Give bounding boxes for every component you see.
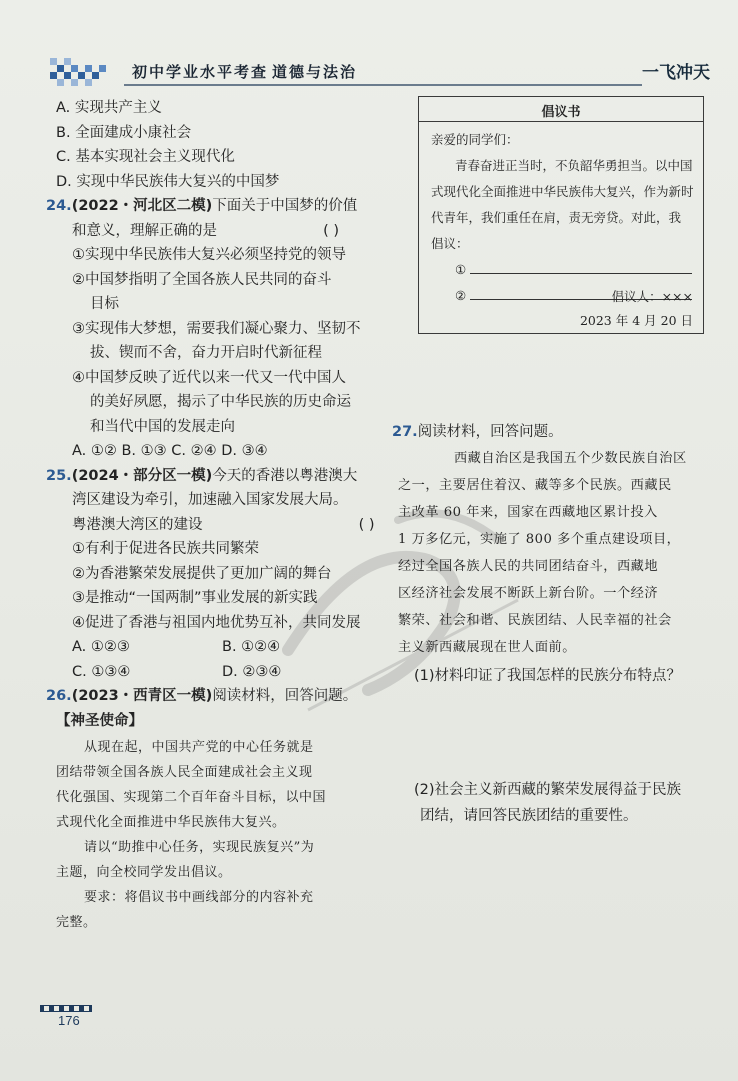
q27-subquestion-2-cont: 团结，请回答民族团结的重要性。 [420, 807, 638, 824]
q27 [392, 420, 722, 829]
q26-prose-line: 式现代化全面推进中华民族伟大复兴。 [56, 815, 286, 830]
q25-stem-3 [46, 513, 386, 538]
q25-item: ②为香港繁荣发展提供了更加广阔的舞台 [72, 565, 332, 582]
blank-marker-1: ① [455, 262, 467, 277]
q26-prose-line: 要求：将倡议书中画线部分的内容补充 [84, 890, 314, 905]
proposal-title-rule [419, 121, 703, 122]
q27-prose-line: 主义新西藏展现在世人面前。 [398, 639, 576, 655]
q26-prose-line: 代化强国、实现第二个百年奋斗目标，以中国 [56, 790, 327, 805]
q24-stem-line2: 和意义，理解正确的是 [72, 222, 217, 239]
page-number: 176 [58, 1013, 80, 1028]
q26-prose-line: 从现在起，中国共产党的中心任务就是 [84, 740, 314, 755]
q23-option-a: A. 实现共产主义 [56, 100, 162, 116]
q25-stem-line1: 今天的香港以粤港澳大 [212, 467, 358, 484]
q24-item: ④中国梦反映了近代以来一代又一代中国人 [72, 369, 346, 386]
proposal-box [418, 96, 704, 334]
q25-item: ④促进了香港与祖国内地优势互补，共同发展 [72, 614, 361, 631]
q24-item: ①实现中华民族伟大复兴必须坚持党的领导 [72, 247, 346, 263]
q25-item: ③是推动“一国两制”事业发展的新实践 [72, 590, 318, 606]
proposal-date: 2023 年 4 月 20 日 [579, 313, 693, 328]
q23-option-b: B. 全面建成小康社会 [56, 124, 192, 141]
q27-prose-line: 主改革 60 年来，国家在西藏地区累计投入 [398, 504, 658, 520]
q25-source: (2024・部分区一模) [71, 467, 213, 484]
answer-blank-1[interactable] [470, 259, 692, 274]
q27-number: 27. [392, 424, 418, 440]
subject-title: 道德与法治 [272, 63, 358, 81]
q27-prose [392, 445, 722, 661]
q25-options-row1 [46, 635, 386, 660]
proposal-line: 倡议： [431, 236, 469, 251]
q24-item: ③实现伟大梦想，需要我们凝心聚力、坚韧不 [72, 320, 361, 337]
q25-item: ①有利于促进各民族共同繁荣 [72, 541, 259, 557]
proposal-greeting: 亲爱的同学们： [431, 132, 519, 147]
q26-stem [46, 684, 386, 709]
q25-option-b: B. ①②④ [222, 639, 281, 655]
proposal-line: 青春奋进正当时，不负韶华勇担当。以中国 [455, 158, 693, 173]
q26-number: 26. [46, 688, 72, 704]
left-column [46, 96, 386, 935]
q27-prose-line: 西藏自治区是我国五个少数民族自治区 [454, 450, 687, 466]
q23-option-c: C. 基本实现社会主义现代化 [56, 149, 235, 165]
q26-stem-text: 阅读材料，回答问题。 [212, 688, 358, 704]
q27-prose-line: 1 万多亿元，实施了 800 多个重点建设项目， [398, 531, 681, 547]
q26-prose-line: 完整。 [56, 915, 97, 930]
header-rule [124, 84, 642, 86]
proposal-blank-row-1 [431, 257, 697, 283]
q26-prose [46, 733, 386, 935]
q25-options-row2 [46, 660, 386, 685]
q24-number: 24. [46, 198, 72, 214]
brand-logo: 一飞冲天 [642, 63, 710, 83]
q24-source: (2022・河北区二模) [71, 198, 213, 214]
answer-paren[interactable]: ( ) [323, 222, 339, 239]
q27-prose-line: 之一，主要居住着汉、藏等多个民族。西藏民 [398, 477, 672, 493]
q25-stem-line3: 粤港澳大湾区的建设 [72, 516, 203, 533]
q25-option-c: C. ①③④ [72, 663, 131, 680]
q26-section [46, 709, 386, 734]
proposal-line: 代青年，我们重任在肩，责无旁贷。对此，我 [431, 210, 682, 225]
proposal-signature: 倡议人：××× [611, 289, 693, 304]
q25-stem [46, 464, 386, 489]
answer-paren[interactable]: ( ) [358, 516, 375, 533]
q24-stem [46, 194, 386, 219]
q25-option-a: A. ①②③ [72, 639, 130, 655]
q24-stem-2 [46, 219, 386, 244]
proposal-body [431, 127, 697, 309]
blank-marker-2: ② [455, 288, 467, 303]
q23-option-d: D. 实现中华民族伟大复兴的中国梦 [56, 173, 280, 190]
page-number-badge [38, 1004, 94, 1028]
q24-item: 拔、锲而不舍，奋力开启时代新征程 [90, 345, 322, 361]
q27-subquestion-1: (1)材料印证了我国怎样的民族分布特点？ [414, 667, 682, 684]
q25-option-d: D. ②③④ [222, 663, 282, 680]
q26-prose-line: 请以“助推中心任务，实现民族复兴”为 [84, 840, 315, 855]
q27-subquestion-2: (2)社会主义新西藏的繁荣发展得益于民族 [414, 781, 682, 798]
q24-item: 和当代中国的发展走向 [90, 418, 235, 435]
q26-source: (2023・西青区一模) [71, 688, 213, 704]
q24-stem-line1: 下面关于中国梦的价值 [212, 198, 358, 214]
q24-item: 的美好夙愿，揭示了中华民族的历史命运 [90, 394, 351, 410]
q27-prose-line: 繁荣、社会和谐、民族团结、人民幸福的社会 [398, 612, 672, 628]
q25-number: 25. [46, 467, 72, 484]
q27-prose-line: 区经济社会发展不断跃上新台阶。一个经济 [398, 585, 659, 601]
proposal-title: 倡议书 [541, 105, 581, 120]
q26-prose-line: 团结带领全国各族人民全面建成社会主义现 [56, 765, 313, 780]
series-title: 初中学业水平考查 [132, 63, 269, 81]
q27-stem-text: 阅读材料，回答问题。 [417, 424, 563, 440]
q24-options: A. ①② B. ①③ C. ②④ D. ③④ [72, 443, 268, 459]
q25-stem-line2: 湾区建设为牵引，加速融入国家发展大局。 [72, 492, 348, 508]
q24-item: ②中国梦指明了全国各族人民共同的奋斗 [72, 271, 332, 288]
q27-prose-line: 经过全国各族人民的共同团结奋斗，西藏地 [398, 558, 659, 574]
q27-stem [392, 420, 722, 445]
q24-item: 目标 [90, 296, 119, 312]
q26-prose-line: 主题，向全校同学发出倡议。 [56, 865, 232, 880]
running-header [40, 54, 710, 92]
checker-logo-icon [50, 58, 120, 86]
proposal-line: 式现代化全面推进中华民族伟大复兴，作为新时 [431, 184, 694, 199]
section-heading: 【神圣使命】 [56, 712, 143, 729]
